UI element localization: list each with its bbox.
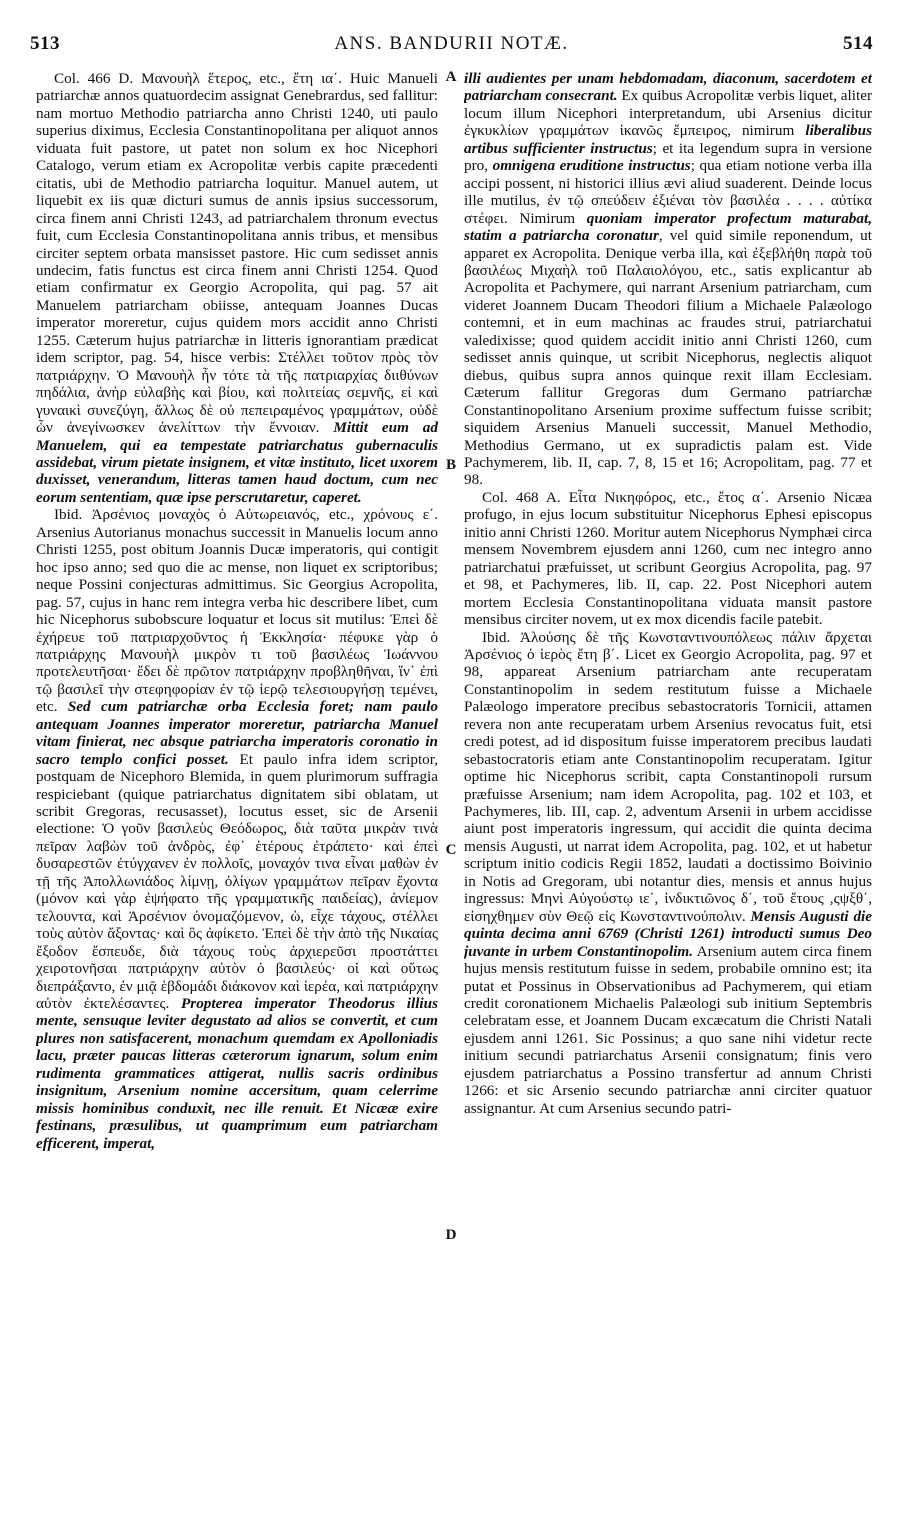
note-translation: Propterea imperator Theodorus illius mente, sensuque leviter degustato ad alios se convertit, et cum plures non satisfacerent, monachum quemdam ex Apolloniadis lacu, præter paucas litteras cæterorum ignarum, solum enim rudimenta grammatices attigerat, nullis sacris ordinibus insignitum, Arsenium nomine accersitum, quam celerrime missis hominibus conduxit, nec ille renuit. Et Nicææ exire festinans, præsulibus, ut quamprimum eum patriarcham efficerent, imperat, (36, 995, 438, 1152)
note-text: , vel quid simile reponendum, ut apparet ex Acropolita. Denique verba illa, καὶ ἐξεβλήθη παρὰ τοῦ βασιλέως Μιχαὴλ τοῦ Παλαιολόγου, etc., satis explicantur ab Acropolita et Pachymere, qui narrant Arsenium patriarcham, cum videret Joannem Ducam Theodori filium a Michaele Palæologo contemni, et in eum machinas ac fraudes strui, patriarchatui valedixisse; quod quidem accidit initio anni Christi 1260, cum sedisset annis quinque, ut scribit Nicephorus, neglectis aliquot diebus, quibus supra annos quinque rexit illam Ecclesiam. Cæterum fallitur Gregoras dum Germano patriarchæ Constantinopolitano Arsenium proxime suffectum fuisse scribit; siquidem Arsenius Manueli successit, Manuel Methodio, Methodius Germano, ut ex supradictis palam est. Vide Pachymerem, lib. II, cap. 7, 8, 15 et 16; Acropolitam, pag. 77 et 98. (464, 227, 872, 489)
right-column (464, 70, 872, 1117)
note-translation: liberalibus artibus sufficienter instructus (464, 122, 872, 157)
margin-letter-b: B (445, 457, 456, 473)
note-text: Ibid. Ἀλούσης δὲ τῆς Κωνσταντινουπόλεως πάλιν ἄρχεται Ἀρσένιος ὁ ἱερὸς ἔτη β΄. Licet ex Georgio Acropolita, pag. 97 et 98, appareat Arsenium patriarcham ante recuperatam Constantinopolim in sedem restitutum fuisse a Michaele Palæologo imperatore precibus sebastocratoris Tornicii, attamen revera non ante recuperatam urbem Arsenius revocatus fuit, etsi credi potest, ad id dispositum fuisse imperatorem precibus laudati sebastocratoris etiam ante Constantinopolim recuperatam. Igitur optime hic Nicephorus scribit, capta Constantinopoli rursum præfuisse Arsenium; nam idem Acropolita, pag. 102 et 103, et Pachymeres, lib. III, cap. 2, adventum Arsenii in urbem accidisse aiunt post imperatoris ingressum, qui accidit die quinta decima mensis Augusti, ut narrat idem Acropolita, pag. 102, et ut habetur scriptum initio codicis Regii 1852, laudati a doctissimo Boivinio in Notis ad Gregoram, ubi notantur dies, mensis et annus hujus ingressus: Μηνὶ Αὐγούστῳ ιε΄, ἰνδικτιῶνος δ΄, τοῦ ἔτους ,ςψξθ΄, εἰσηχθημεν σὺν Θεῷ εἰς Κωνσταντινούπολιν. (464, 628, 872, 925)
note-text: Col. 466 D. Μανουὴλ ἕτερος, etc., ἔτη ια΄. Huic Manueli patriarchæ annos quatuordecim assignat Genebrardus, sed fallitur: nam mortuo Methodio patriarcha anno Christi 1240, uti paulo superius diximus, Ecclesia Constantinopolitana per aliquot annos viduata fuit pastore, ut patet non solum ex hoc Nicephori Catalogo, verum etiam ex Acropolitæ verbis capite præcedenti citatis, ubi de Methodio patriarcha loquitur. Manuel autem, ut liquebit ex iis quæ dicturi sumus de annis ipsius successorum, circa finem anni Christi 1243, ad patriarchalem thronum evectus fuit, cum Ecclesia Constantinopolitana annis tribus, et mensibus circiter septem orbata mansisset pastore. Hic cum sedisset annis undecim, fatis functus est circa finem anni Christi 1254. Quod etiam confirmatur ex Georgio Acropolita, qui pag. 57 ait Manuelem patriarcham obiisse, antequam Joannes Ducas imperator moreretur, cujus quidem mors accidit anno Christi 1255. Cæterum hujus patriarchæ in litteris ignorantiam prædicat idem scriptor, pag. 54, hisce verbis: Στέλλει τοῦτον πρὸς τὸν πατριάρχην. Ὁ Μανουὴλ ἦν τότε τὰ τῆς πατριαρχίας διιθύνων πηδάλια, ἀνὴρ εὐλαβὴς καὶ βίου, καὶ πολιτείας σεμνῆς, εἰ καὶ γυναικὶ συνεζύγη, ἄλλως δὲ οὐ πεπειραμένος γραμμάτων, οὐδὲ ὧν ἀνεγίνωσκεν ἀνελίττων τὴν ἔννοιαν. (36, 70, 438, 437)
note-text: Col. 468 A. Εἶτα Νικηφόρος, etc., ἔτος α΄. Arsenio Nicæa profugo, in ejus locum substituitur Nicephorus Ephesi episcopus initio anni Christi 1260. Moritur autem Nicephorus Nymphæi circa mensem Novembrem ejusdem anni 1260, cum nec integro anno patriarchatui præfuisset, ut scribunt Georgius Acropolita, pag. 97 et 98, et Pachymeres, lib. II, cap. 22. Post Nicephori autem mortem Ecclesia Constantinopolitana viduata mansit pastore mensibus circiter novem, ut ex mox dicendis facile patebit. (464, 488, 872, 629)
note-col-468a (464, 489, 872, 629)
note-ibid-constantinople (464, 629, 872, 1118)
page-number-right: 514 (843, 33, 873, 54)
note-ibid-arsenius (36, 506, 438, 1152)
note-translation: Sed cum patriarchæ orba Ecclesia foret; nam paulo antequam Joannes imperator moreretur, patriarcha Manuel vitam finierat, nec absque patriarcha imperatoris coronatio in sacro templo confici posset. (36, 698, 438, 768)
note-translation: Mittit eum ad Manuelem, qui ea tempestate patriarchatus gubernaculis assidebat, virum pietate insignem, et vitæ instituto, licet uxorem duxisset, venerandum, litteras tamen haud doctum, cum nec eorum sententiam, quæ ipse perscrutaretur, caperet. (36, 419, 438, 506)
note-continuation (464, 70, 872, 489)
note-translation: quoniam imperator profectum maturabat, statim a patriarcha coronatur (464, 209, 872, 245)
running-title: ANS. BANDURII NOTÆ. (334, 33, 569, 54)
note-text: Ex quibus Acropolitæ verbis liquet, aliter locum illum Nicephori interpretandum, ubi Arsenius dicitur ἐγκυκλίων γραμμάτων ἱκανῶς ἔμπειρος, nimirum (464, 87, 872, 140)
note-translation: omnigena eruditione instructus (492, 157, 691, 175)
note-col-466d (36, 70, 438, 506)
note-text: ; et ita legendum supra in versione pro, (464, 139, 872, 175)
note-translation: Mensis Augusti die quinta decima anni 6769 (Christi 1261) introducti sumus Deo juvante in urbem Constantinopolim. (464, 907, 872, 960)
left-column (36, 70, 438, 1152)
note-text: Et paulo infra idem scriptor, postquam de Nicephoro Blemida, in quem plurimorum suffragia respiciebant (quique patriarchatus dignitatem sibi oblatam, ut scribit Gregoras, recusasset), locutus esset, sic de Arsenii electione: Ὁ γοῦν βασιλεὺς Θεόδωρος, διὰ ταῦτα μικρὰν τινὰ πεῖραν λαβὼν τοῦ ἀνδρὸς, ἐφ᾽ ἑτέρους ἐτράπετο· καὶ ἐπεὶ δυσαρεστῶν ἐτύγχανεν ἐν πολλοῖς, μοναχόν τινα εἶναι μαθὼν ἐν τῇ τῆς Ἀπολλωνιάδος λίμνῃ, ὀλίγων γραμμάτων πεῖραν ἔχοντα (μόνον καὶ γὰρ ἐψήφατο τῆς γραμματικῆς παιδείας), ἀνίεμον τελουντα, καὶ Ἀρσένιον ὀνομαζόμενον, ὡ, εἶχε τάχους, στέλλει τοὺς αὐτὸν ἄξοντας· καὶ ὃς ἀφίκετο. Ἐπεὶ δὲ τὴν ἀπὸ τῆς Νικαίας ἔξοδον ἔσπευδε, διὰ τάχους τοὺς ἀρχιερεῦσι προστάττει χειροτονῆσαι πατριάρχην αὐτὸν ὁ βασιλεύς· οἱ καὶ οὕτως διεπράξαντο, ἐν μιᾷ ἑβδομάδι διάκονον καὶ ἱερέα, καὶ πατριάρχην αὐτὸν ἐκτελέσαντες. (36, 750, 438, 1013)
note-text: Ibid. Ἀρσένιος μοναχὸς ὁ Αὐτωρειανός, etc., χρόνους ε΄. Arsenius Autorianus monachus successit in Manuelis locum anno Christi 1255, post obitum Joannis Ducæ imperatoris, qui contigit hoc ipso anno; sed quo die ac mense, non liquet ex scriptoribus; neque Possini conjecturas admittimus. Sic Georgius Acropolita, pag. 57, cujus in hanc rem integra verba hic describere libet, cum hic Nicephorus subobscure loquatur et locus sit mutilus: Ἐπεὶ δὲ ἐχήρευε τοῦ πατριαρχοῦντος ἡ Ἐκκλησία· πέφυκε γὰρ ὁ πατριάρχης Μανουὴλ μικρὸν τι τοῦ βασιλέως Ἰωάννου προτελευτῆσαι· ἔδει δὲ πρῶτον πατριάρχην προβληθῆναι, ἵν᾽ ἐπὶ τῷ βασιλεῖ τὴν στεφηφορίαν ἐν τῷ ἱερῷ τελεσιουργήσῃ τεμένει, etc. (36, 506, 438, 716)
page-number-left: 513 (30, 33, 60, 54)
note-translation: illi audientes per unam hebdomadam, diaconum, sacerdotem et patriarcham consecrant. (464, 70, 872, 105)
margin-letter-a: A (445, 69, 457, 85)
margin-letter-d: D (445, 1227, 457, 1243)
note-text: Arsenium autem circa finem hujus mensis restitutum fuisse in sedem, probabile omnino est; ita putat et Possinus in Observationibus ad Pachymerem, qui etiam credit coronationem Michaelis Palæologi sub initium Septembris celebratam esse, et Joannem Ducam excæcatum die Christi Natali ejusdem anni 1261. Sic Possinus; a quo sane nihi videtur recte initium secundi patriarchatus Arsenii consignatum; finis vero ejusdem patriarchatus a Possino transfertur ad annum Christi 1266: et sic Arsenio secundo patriarchæ anni circiter quatuor assignantur. At cum Arsenius secundo patri- (464, 942, 872, 1117)
margin-letter-c: C (445, 842, 457, 858)
note-text: ; qua etiam notione verba illa accipi possent, ni historici illius ævi aliud suaderent. Deinde locus ille mutilus, ἐν τῷ σπεύδειν ἐξιέναι τὸν βασιλέα . . . . αὐτίκα στέφει. Nimirum (464, 157, 872, 227)
page-header (30, 32, 873, 56)
